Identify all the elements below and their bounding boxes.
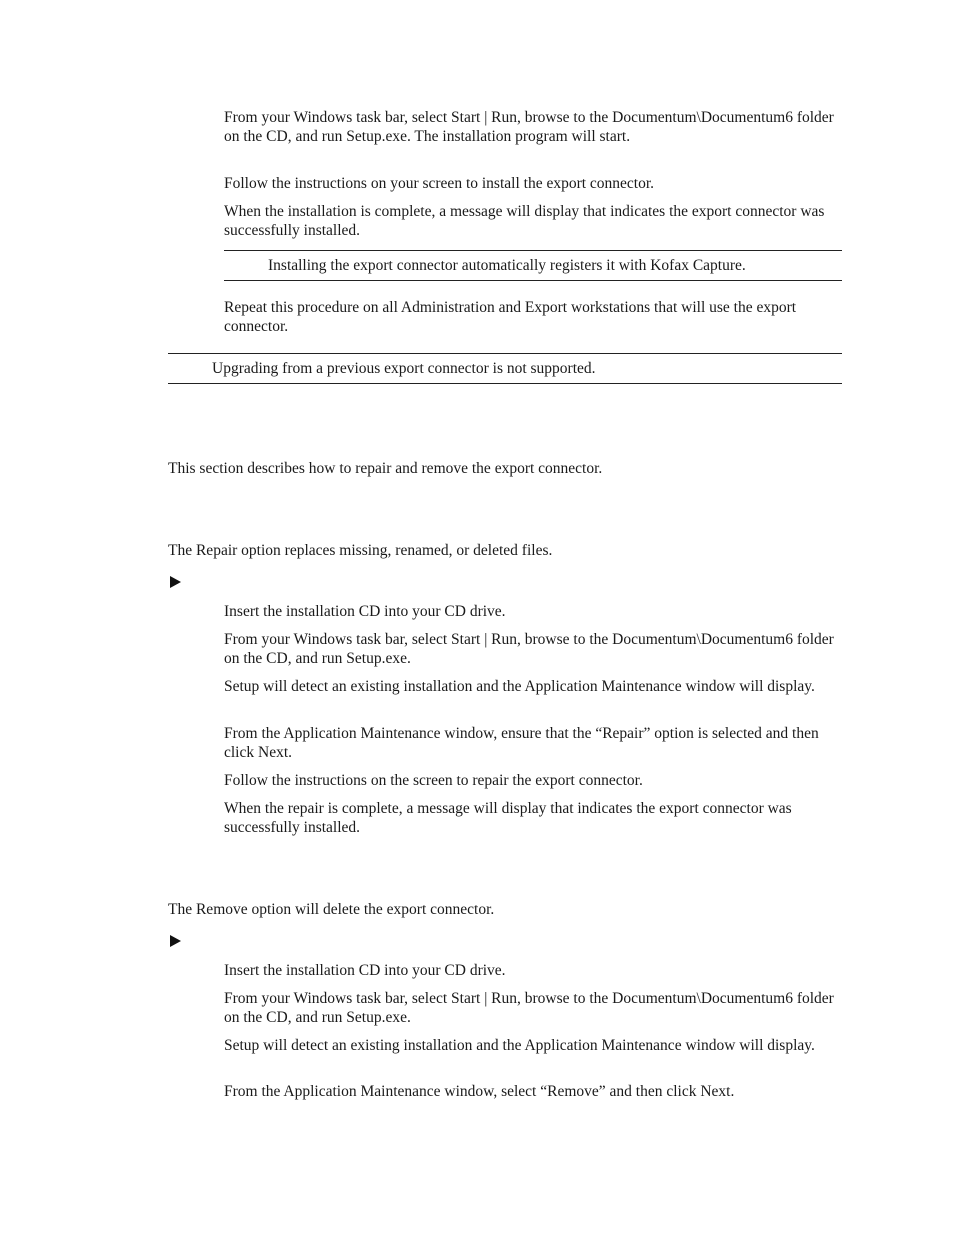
upgrade-note: Upgrading from a previous export connector is not supported.	[212, 360, 596, 377]
remove-step-1: Insert the installation CD into your CD drive.	[224, 962, 506, 979]
remove-step-3: Setup will detect an existing installation and the Application Maintenance window will display.	[224, 1037, 815, 1054]
install-step-2: Follow the instructions on your screen to install the export connector.	[224, 175, 655, 192]
upgrade-note-bottom-rule	[168, 383, 842, 384]
repair-intro: The Repair option replaces missing, renamed, or deleted files.	[168, 542, 553, 559]
repair-step-4: From the Application Maintenance window, ensure that the “Repair” option is selected and then click Next.	[224, 725, 819, 761]
remove-step-2: From your Windows task bar, select Start | Run, browse to the Documentum\Documentum6 folder on the CD, and run Setup.exe.	[224, 990, 834, 1026]
upgrade-note-top-rule	[168, 353, 842, 354]
repair-step-2: From your Windows task bar, select Start | Run, browse to the Documentum\Documentum6 folder on the CD, and run Setup.exe.	[224, 631, 834, 667]
note-bottom-rule	[224, 280, 842, 281]
procedure-arrow-icon	[170, 576, 181, 588]
install-step-1: From your Windows task bar, select Start | Run, browse to the Documentum\Documentum6 folder on the CD, and run Setup.exe. The installation program will start.	[224, 109, 834, 145]
remove-step-4: From the Application Maintenance window, select “Remove” and then click Next.	[224, 1083, 735, 1100]
section-intro: This section describes how to repair and remove the export connector.	[168, 460, 603, 477]
note-top-rule	[224, 250, 842, 251]
install-step-3: When the installation is complete, a message will display that indicates the export connector was successfully installed.	[224, 203, 825, 239]
repair-step-6: When the repair is complete, a message will display that indicates the export connector was successfully installed.	[224, 800, 792, 836]
repair-step-5: Follow the instructions on the screen to repair the export connector.	[224, 772, 643, 789]
remove-intro: The Remove option will delete the export connector.	[168, 901, 495, 918]
procedure-arrow-icon	[170, 935, 181, 947]
install-note: Installing the export connector automatically registers it with Kofax Capture.	[268, 257, 746, 274]
repair-step-1: Insert the installation CD into your CD drive.	[224, 603, 506, 620]
install-step-repeat: Repeat this procedure on all Administration and Export workstations that will use the export connector.	[224, 299, 797, 335]
repair-step-3: Setup will detect an existing installation and the Application Maintenance window will display.	[224, 678, 815, 695]
